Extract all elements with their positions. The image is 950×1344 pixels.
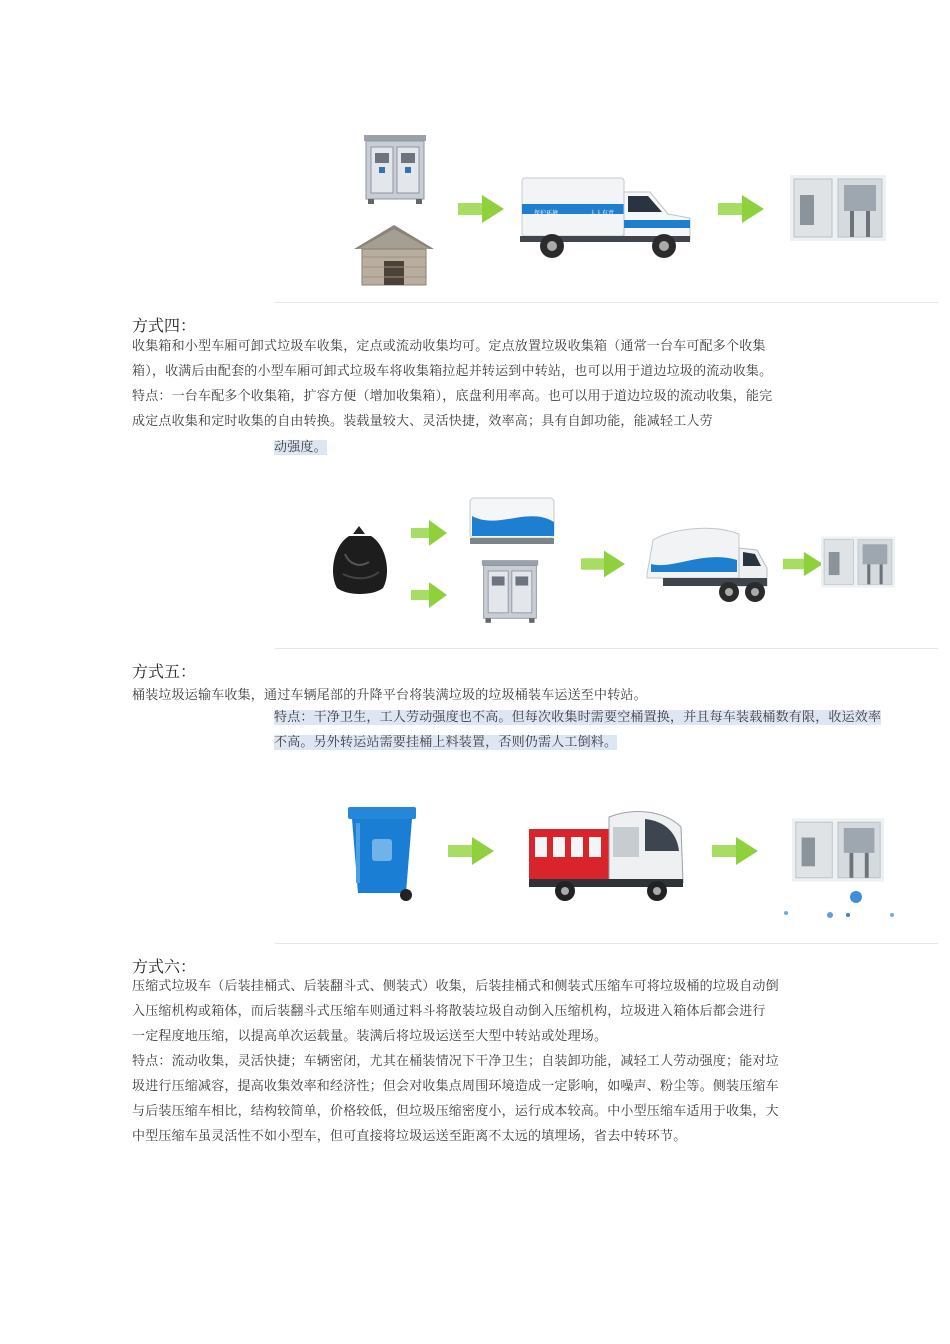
highlighted-line: 特点：干净卫生，工人劳动强度也不高。但每次收集时需要空桶置换，并且每车装载桶数有限，收运效率: [274, 710, 882, 725]
bin-transport-truck-image: [525, 807, 687, 905]
paragraph-line: 中型压缩车虽灵活性不如小型车，但可直接将垃圾运送至距离不太远的填埋场，省去中转环节。: [132, 1129, 687, 1144]
container-truck-image: [643, 520, 771, 608]
paragraph-line: 收集箱和小型车厢可卸式垃圾车收集，定点或流动收集均可。定点放置垃圾收集箱（通常一台车可配多个收集: [132, 339, 766, 354]
highlighted-line: 不高。另外转运站需要挂桶上料装置，否则仍需人工倒料。: [274, 735, 618, 750]
section-paragraph-method-4: [132, 334, 772, 434]
paragraph-line: 与后装压缩车相比，结构较简单，价格较低，但垃圾压缩密度小，运行成本较高。中小型压缩车适用于收集，大: [132, 1104, 779, 1119]
section-paragraph-method-6: [132, 974, 779, 1149]
arrow-right-icon: [718, 195, 764, 223]
arrow-right-icon: [411, 582, 447, 608]
trash-bin-icon: [362, 133, 428, 205]
section-divider: [275, 302, 938, 303]
paragraph-line: 桶装垃圾运输车收集，通过车辆尾部的升降平台将装满垃圾的垃圾桶装车运送至中转站。: [132, 688, 647, 703]
decorative-dots: [780, 887, 900, 921]
arrow-right-icon: [712, 837, 758, 865]
transfer-station-image: [821, 534, 895, 590]
transfer-station-image: [790, 175, 886, 241]
arrow-right-icon: [581, 550, 625, 578]
collection-container-icon: [468, 496, 556, 546]
garbage-bag-icon: [329, 524, 391, 596]
arrow-right-icon: [783, 550, 823, 578]
figure-container-bin-truck: [340, 795, 910, 935]
paragraph-line: 一定程度地压缩，以提高单次运载量。装满后将垃圾运送至大型中转站或处理场。: [132, 1029, 608, 1044]
section-divider: [275, 943, 938, 944]
section-heading-method-5: 方式五：: [132, 662, 197, 681]
figure-container-garbage-bag: [325, 490, 900, 640]
highlighted-text-block: [274, 705, 881, 755]
paragraph-line: 入压缩机构或箱体，而后装翻斗式压缩车则通过料斗将散装垃圾自动倒入压缩机构，垃圾进入箱体后都会进行: [132, 1004, 766, 1019]
paragraph-line: 特点：一台车配多个收集箱，扩容方便（增加收集箱），底盘利用率高。也可以用于道边垃圾的流动收集，能完: [132, 389, 773, 404]
section-divider: [275, 648, 938, 649]
wheelie-bin-icon: [346, 803, 418, 903]
collection-house-icon: [348, 221, 440, 289]
transfer-station-image: [792, 817, 884, 883]
highlighted-line: 动强度。: [274, 440, 327, 455]
paragraph-line: 圾进行压缩减容，提高收集效率和经济性；但会对收集点周围环境造成一定影响，如噪声、粉尘等。侧装压缩车: [132, 1079, 779, 1094]
paragraph-line: 箱），收满后由配套的小型车厢可卸式垃圾车将收集箱拉起并转运到中转站，也可以用于道边垃圾的流动收集。: [132, 364, 773, 379]
truck-label-left: 保护环境: [534, 210, 559, 217]
figure-container-collection-box: [340, 125, 900, 295]
paragraph-line: 成定点收集和定时收集的自由转换。装载量较大、灵活快捷，效率高；具有自卸功能，能减轻工人劳: [132, 414, 713, 429]
paragraph-line: 特点：流动收集，灵活快捷；车辆密闭，尤其在桶装情况下干净卫生；自装卸功能，减轻工人劳动强度；能对垃: [132, 1054, 779, 1069]
arrow-right-icon: [458, 195, 504, 223]
highlighted-text-block: [274, 435, 327, 460]
arrow-right-icon: [448, 837, 494, 865]
trash-bin-icon: [480, 558, 540, 624]
truck-label-right: 人人有责: [590, 210, 615, 217]
section-heading-method-6: 方式六：: [132, 957, 197, 976]
paragraph-line: 压缩式垃圾车（后装挂桶式、后装翻斗式、侧装式）收集，后装挂桶式和侧装式压缩车可将垃圾桶的垃圾自动倒: [132, 979, 779, 994]
arrow-right-icon: [411, 520, 447, 546]
section-heading-method-4: 方式四：: [132, 316, 197, 335]
